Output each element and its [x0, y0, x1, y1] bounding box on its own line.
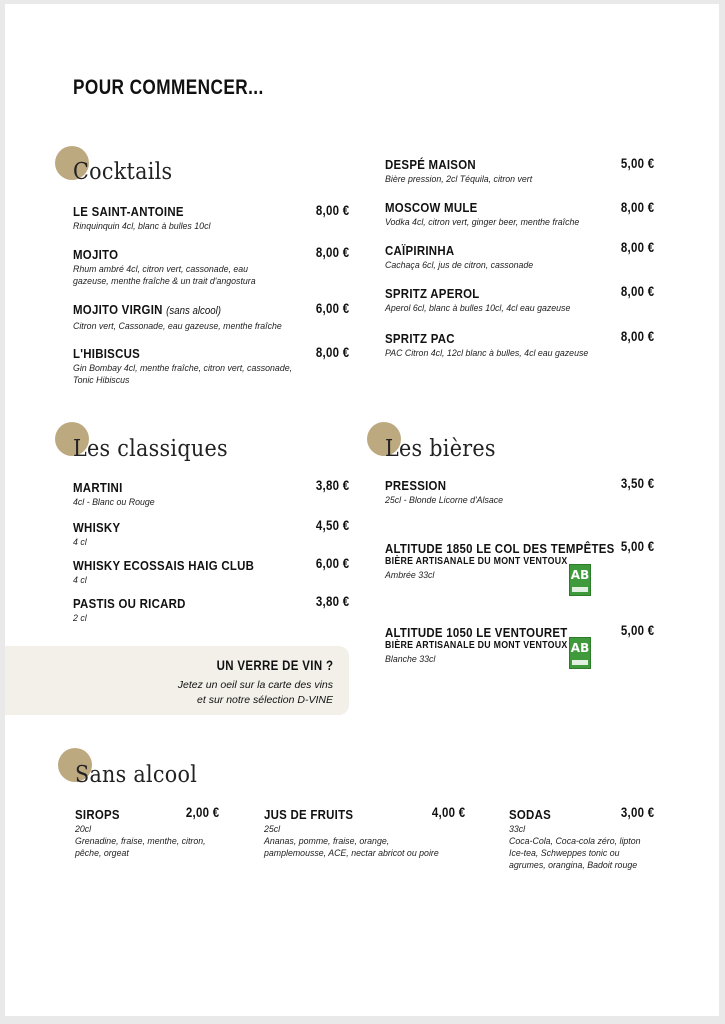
wine-callout — [5, 646, 349, 715]
menu-item — [385, 625, 592, 665]
item-price: 8,00 € — [620, 329, 654, 344]
wine-line: et sur notre sélection D-VINE — [197, 694, 333, 706]
menu-item — [385, 286, 570, 314]
menu-item — [73, 480, 155, 508]
item-price: 8,00 € — [315, 203, 349, 218]
item-desc: Citron vert, Cassonade, eau gazeuse, menthe fraîche — [73, 321, 282, 331]
page-title: POUR COMMENCER... — [73, 76, 264, 99]
item-name: CAÏPIRINHA — [385, 243, 455, 258]
item-price: 5,00 € — [620, 623, 654, 638]
item-name: ALTITUDE 1850 LE COL DES TEMPÊTES — [385, 541, 615, 556]
item-subtitle: BIÈRE ARTISANALE DU MONT VENTOUX — [385, 640, 568, 651]
item-note: (sans alcool) — [166, 305, 222, 317]
item-desc: 25cl - Blonde Licorne d'Alsace — [385, 495, 504, 505]
item-price: 8,00 € — [620, 200, 654, 215]
item-desc: Tonic Hibiscus — [73, 375, 130, 385]
item-price: 4,50 € — [315, 518, 349, 533]
item-desc: Grenadine, fraise, menthe, citron, — [75, 836, 206, 846]
item-name: L'HIBISCUS — [73, 346, 141, 361]
item-desc: PAC Citron 4cl, 12cl blanc à bulles, 4cl eau gazeuse — [385, 348, 589, 358]
menu-item — [385, 478, 503, 506]
item-price: 3,50 € — [620, 476, 654, 491]
organic-ab-label: AB — [570, 641, 590, 655]
item-price: 3,00 € — [620, 805, 654, 820]
item-price: 8,00 € — [620, 240, 654, 255]
item-desc: agrumes, orangina, Badoit rouge — [509, 860, 638, 870]
item-desc: Rinquinquin 4cl, blanc à bulles 10cl — [73, 221, 211, 231]
item-name: ALTITUDE 1050 LE VENTOURET — [385, 625, 568, 640]
item-name: WHISKY ECOSSAIS HAIG CLUB — [73, 558, 255, 573]
item-desc: Bière pression, 2cl Téquila, citron vert — [385, 174, 533, 184]
item-name: MOJITO — [73, 247, 119, 262]
menu-item — [73, 346, 292, 386]
item-price: 6,00 € — [315, 301, 349, 316]
item-name: LE SAINT-ANTOINE — [73, 204, 184, 219]
item-price: 8,00 € — [315, 245, 349, 260]
item-name: PASTIS OU RICARD — [73, 596, 186, 611]
organic-ab-label: AB — [570, 568, 590, 582]
item-subtitle: BIÈRE ARTISANALE DU MONT VENTOUX — [385, 556, 568, 567]
menu-item — [73, 204, 210, 232]
item-name-text: MOJITO VIRGIN — [73, 302, 163, 317]
item-name: MARTINI — [73, 480, 123, 495]
menu-item — [385, 157, 532, 185]
organic-ab-bar — [572, 587, 588, 592]
item-price: 3,80 € — [315, 478, 349, 493]
menu-item — [385, 200, 579, 228]
item-name: SIROPS — [75, 807, 120, 822]
item-desc: pamplemousse, ACE, nectar abricot ou poire — [264, 848, 439, 858]
menu-item — [73, 520, 127, 548]
item-size: 20cl — [75, 824, 92, 834]
item-name — [73, 302, 257, 319]
item-desc: pêche, orgeat — [75, 848, 129, 858]
item-desc: Ice-tea, Schweppes tonic ou — [509, 848, 620, 858]
item-size: 33cl — [509, 824, 526, 834]
organic-ab-bar — [572, 660, 588, 665]
menu-item — [73, 247, 256, 287]
item-desc: 4 cl — [73, 575, 87, 585]
organic-ab-icon — [569, 637, 591, 669]
organic-ab-icon — [569, 564, 591, 596]
item-name: MOSCOW MULE — [385, 200, 478, 215]
item-desc: Aperol 6cl, blanc à bulles 10cl, 4cl eau gazeuse — [385, 303, 571, 313]
item-desc: Coca-Cola, Coca-cola zéro, lipton — [509, 836, 641, 846]
item-name: WHISKY — [73, 520, 121, 535]
item-desc: Rhum ambré 4cl, citron vert, cassonade, eau — [73, 264, 249, 274]
item-price: 2,00 € — [185, 805, 219, 820]
menu-item — [264, 807, 439, 859]
menu-item — [73, 302, 282, 332]
section-title-cocktails: Cocktails — [73, 159, 173, 185]
menu-item — [385, 243, 533, 271]
wine-title: UN VERRE DE VIN ? — [216, 658, 333, 673]
menu-page — [5, 4, 719, 1016]
item-price: 4,00 € — [431, 805, 465, 820]
item-desc: Ambrée 33cl — [385, 570, 435, 580]
item-desc: 4cl - Blanc ou Rouge — [73, 497, 155, 507]
item-price: 8,00 € — [620, 284, 654, 299]
menu-item — [73, 558, 279, 586]
item-name: SPRITZ APEROL — [385, 286, 480, 301]
item-desc: 2 cl — [73, 613, 87, 623]
item-name: JUS DE FRUITS — [264, 807, 354, 822]
item-price: 3,80 € — [315, 594, 349, 609]
item-price: 5,00 € — [620, 156, 654, 171]
wine-line: Jetez un oeil sur la carte des vins — [177, 679, 333, 691]
section-title-bieres: Les bières — [385, 436, 496, 462]
item-price: 5,00 € — [620, 539, 654, 554]
section-title-sans-alcool: Sans alcool — [75, 762, 198, 788]
item-desc: Ananas, pomme, fraise, orange, — [264, 836, 390, 846]
item-desc: Cachaça 6cl, jus de citron, cassonade — [385, 260, 534, 270]
item-price: 6,00 € — [315, 556, 349, 571]
item-desc: gazeuse, menthe fraîche & un trait d'angostura — [73, 276, 256, 286]
menu-item — [73, 596, 201, 624]
menu-item — [385, 541, 646, 581]
item-name: DESPÉ MAISON — [385, 157, 476, 172]
item-name: SPRITZ PAC — [385, 331, 455, 346]
item-desc: Gin Bombay 4cl, menthe fraîche, citron vert, cassonade, — [73, 363, 293, 373]
section-title-classiques: Les classiques — [73, 436, 228, 462]
item-name: PRESSION — [385, 478, 447, 493]
item-name: SODAS — [509, 807, 552, 822]
item-desc: 4 cl — [73, 537, 87, 547]
item-size: 25cl — [264, 824, 281, 834]
menu-item — [385, 331, 588, 359]
item-desc: Vodka 4cl, citron vert, ginger beer, menthe fraîche — [385, 217, 580, 227]
item-desc: Blanche 33cl — [385, 654, 436, 664]
item-price: 8,00 € — [315, 345, 349, 360]
